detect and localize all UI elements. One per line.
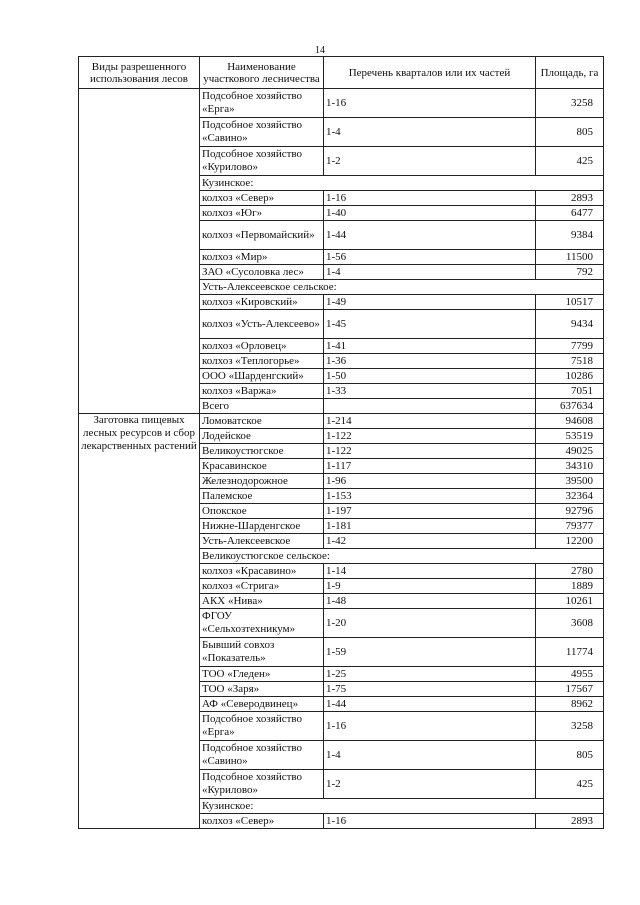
block-range: 1-181 xyxy=(324,519,536,534)
area-value: 39500 xyxy=(536,474,604,489)
block-range: 1-41 xyxy=(324,339,536,354)
area-value: 3258 xyxy=(536,712,604,741)
block-range: 1-197 xyxy=(324,504,536,519)
forestry-name: Нижне-Шарденгское xyxy=(200,519,324,534)
area-value: 9434 xyxy=(536,310,604,339)
block-range: 1-50 xyxy=(324,369,536,384)
forestry-name: Подсобное хозяйство «Курилово» xyxy=(200,770,324,799)
area-value: 1889 xyxy=(536,579,604,594)
area-value: 637634 xyxy=(536,399,604,414)
area-value: 11774 xyxy=(536,638,604,667)
forestry-name: ФГОУ «Сельхозтехникум» xyxy=(200,609,324,638)
table-row xyxy=(79,89,604,118)
block-range: 1-16 xyxy=(324,814,536,829)
area-value: 11500 xyxy=(536,250,604,265)
block-range: 1-14 xyxy=(324,564,536,579)
area-value: 7518 xyxy=(536,354,604,369)
block-range: 1-2 xyxy=(324,147,536,176)
forestry-name: Бывший совхоз «Показатель» xyxy=(200,638,324,667)
forestry-name: Великоустюгское xyxy=(200,444,324,459)
block-range: 1-45 xyxy=(324,310,536,339)
area-value: 425 xyxy=(536,147,604,176)
forestry-name: колхоз «Орловец» xyxy=(200,339,324,354)
block-range: 1-56 xyxy=(324,250,536,265)
area-value: 32364 xyxy=(536,489,604,504)
block-range: 1-44 xyxy=(324,697,536,712)
use-type-cell xyxy=(79,89,200,414)
block-range: 1-2 xyxy=(324,770,536,799)
block-range: 1-122 xyxy=(324,429,536,444)
block-range: 1-16 xyxy=(324,89,536,118)
area-value: 94608 xyxy=(536,414,604,429)
area-value: 2893 xyxy=(536,814,604,829)
forestry-name: колхоз «Север» xyxy=(200,814,324,829)
block-range: 1-33 xyxy=(324,384,536,399)
forestry-name: Подсобное хозяйство «Савино» xyxy=(200,118,324,147)
group-label: Кузинское: xyxy=(200,176,604,191)
forestry-name: Подсобное хозяйство «Ерга» xyxy=(200,712,324,741)
block-range: 1-16 xyxy=(324,712,536,741)
forest-use-table xyxy=(78,56,604,829)
block-range: 1-59 xyxy=(324,638,536,667)
area-value: 2780 xyxy=(536,564,604,579)
block-range: 1-4 xyxy=(324,118,536,147)
forestry-name: колхоз «Север» xyxy=(200,191,324,206)
area-value: 805 xyxy=(536,118,604,147)
forestry-name: колхоз «Теплогорье» xyxy=(200,354,324,369)
area-value: 9384 xyxy=(536,221,604,250)
forestry-name: АКХ «Нива» xyxy=(200,594,324,609)
block-range: 1-44 xyxy=(324,221,536,250)
forestry-name: Усть-Алексеевское xyxy=(200,534,324,549)
table-body xyxy=(79,89,604,829)
header-use-type: Виды разрешенного использования лесов xyxy=(79,57,200,89)
block-range: 1-49 xyxy=(324,295,536,310)
forestry-name: Красавинское xyxy=(200,459,324,474)
forestry-name: ТОО «Гледен» xyxy=(200,667,324,682)
forestry-name: Палемское xyxy=(200,489,324,504)
area-value: 34310 xyxy=(536,459,604,474)
forestry-name: Железнодорожное xyxy=(200,474,324,489)
forestry-name: колхоз «Усть-Алексеево» xyxy=(200,310,324,339)
forestry-name: Лодейское xyxy=(200,429,324,444)
area-value: 53519 xyxy=(536,429,604,444)
block-range: 1-20 xyxy=(324,609,536,638)
forestry-name: ООО «Шарденгский» xyxy=(200,369,324,384)
area-value: 10517 xyxy=(536,295,604,310)
block-range: 1-4 xyxy=(324,741,536,770)
block-range: 1-75 xyxy=(324,682,536,697)
forestry-name: АФ «Северодвинец» xyxy=(200,697,324,712)
group-label: Кузинское: xyxy=(200,799,604,814)
forestry-name: Опокское xyxy=(200,504,324,519)
header-area: Площадь, га xyxy=(536,57,604,89)
area-value: 49025 xyxy=(536,444,604,459)
block-range: 1-25 xyxy=(324,667,536,682)
forestry-name: Подсобное хозяйство «Ерга» xyxy=(200,89,324,118)
block-range: 1-4 xyxy=(324,265,536,280)
area-value: 7051 xyxy=(536,384,604,399)
area-value: 2893 xyxy=(536,191,604,206)
area-value: 79377 xyxy=(536,519,604,534)
forestry-name: Всего xyxy=(200,399,324,414)
forestry-name: колхоз «Юг» xyxy=(200,206,324,221)
use-type-cell: Заготовка пищевых лесных ресурсов и сбор лекарственных растений xyxy=(79,414,200,829)
block-range: 1-153 xyxy=(324,489,536,504)
forestry-name: колхоз «Кировский» xyxy=(200,295,324,310)
area-value: 6477 xyxy=(536,206,604,221)
forestry-name: ТОО «Заря» xyxy=(200,682,324,697)
forestry-name: колхоз «Варжа» xyxy=(200,384,324,399)
header-blocks: Перечень кварталов или их частей xyxy=(324,57,536,89)
block-range: 1-122 xyxy=(324,444,536,459)
area-value: 17567 xyxy=(536,682,604,697)
area-value: 10286 xyxy=(536,369,604,384)
area-value: 805 xyxy=(536,741,604,770)
area-value: 12200 xyxy=(536,534,604,549)
block-range xyxy=(324,399,536,414)
area-value: 792 xyxy=(536,265,604,280)
block-range: 1-9 xyxy=(324,579,536,594)
group-label: Усть-Алексеевское сельское: xyxy=(200,280,604,295)
area-value: 8962 xyxy=(536,697,604,712)
block-range: 1-40 xyxy=(324,206,536,221)
block-range: 1-117 xyxy=(324,459,536,474)
table-row xyxy=(79,414,604,429)
forestry-name: Подсобное хозяйство «Курилово» xyxy=(200,147,324,176)
area-value: 425 xyxy=(536,770,604,799)
block-range: 1-36 xyxy=(324,354,536,369)
area-value: 10261 xyxy=(536,594,604,609)
forestry-name: Ломоватское xyxy=(200,414,324,429)
block-range: 1-96 xyxy=(324,474,536,489)
forestry-name: колхоз «Стрига» xyxy=(200,579,324,594)
forestry-name: колхоз «Красавино» xyxy=(200,564,324,579)
page-number: 14 xyxy=(315,45,325,56)
area-value: 92796 xyxy=(536,504,604,519)
area-value: 3608 xyxy=(536,609,604,638)
area-value: 3258 xyxy=(536,89,604,118)
forestry-name: ЗАО «Сусоловка лес» xyxy=(200,265,324,280)
table-header-row xyxy=(79,57,604,89)
block-range: 1-214 xyxy=(324,414,536,429)
block-range: 1-42 xyxy=(324,534,536,549)
area-value: 4955 xyxy=(536,667,604,682)
area-value: 7799 xyxy=(536,339,604,354)
group-label: Великоустюгское сельское: xyxy=(200,549,604,564)
forestry-name: Подсобное хозяйство «Савино» xyxy=(200,741,324,770)
block-range: 1-48 xyxy=(324,594,536,609)
block-range: 1-16 xyxy=(324,191,536,206)
forestry-name: колхоз «Первомайский» xyxy=(200,221,324,250)
header-forestry: Наименование участкового лесничества xyxy=(200,57,324,89)
forestry-name: колхоз «Мир» xyxy=(200,250,324,265)
